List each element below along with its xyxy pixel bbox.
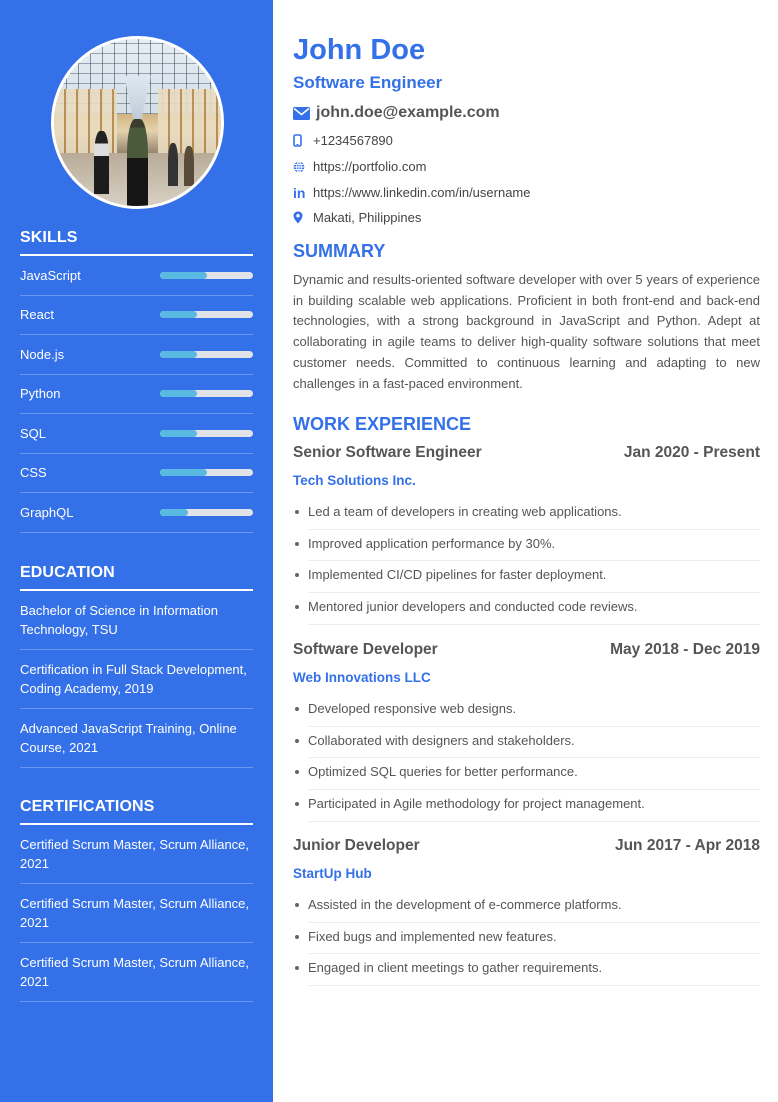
email-value[interactable]: john.doe@example.com [316,104,500,121]
job-bullets [293,498,760,625]
job-dates: May 2018 - Dec 2019 [610,641,760,658]
job-entry [293,641,760,822]
skill-fill [160,430,197,437]
skill-bar [160,509,253,516]
job-bullet: Collaborated with designers and stakeholders. [308,727,760,759]
job-header [293,444,760,462]
skill-name: CSS [20,465,47,481]
job-entry [293,444,760,625]
company-name: Web Innovations LLC [293,670,431,685]
job-title: Software Developer [293,641,438,658]
skill-fill [160,509,188,516]
job-bullet: Implemented CI/CD pipelines for faster deployment. [308,561,760,593]
job-title: Junior Developer [293,837,420,854]
skills-list [20,256,253,533]
avatar [51,36,224,209]
skill-row [20,296,253,336]
photo-bystander [168,143,178,186]
skill-row [20,493,253,533]
contact-location [293,210,421,225]
skill-fill [160,311,197,318]
skill-bar [160,351,253,358]
photo-bystander [184,146,194,186]
job-title: Senior Software Engineer [293,444,482,461]
job-header [293,837,760,855]
job-bullet: Assisted in the development of e-commerce platforms. [308,891,760,923]
sidebar [0,0,273,1102]
linkedin-icon: in [293,184,306,201]
summary-heading: SUMMARY [293,241,386,261]
mobile-phone-icon [293,134,313,147]
job-bullet: Participated in Agile methodology for project management. [308,790,760,822]
certification-item: Certified Scrum Master, Scrum Alliance, 2021 [20,884,253,943]
skill-row [20,414,253,454]
skill-bar [160,430,253,437]
skill-row [20,335,253,375]
job-bullet: Developed responsive web designs. [308,695,760,727]
certifications-heading: CERTIFICATIONS [20,798,253,825]
job-bullet: Engaged in client meetings to gather requirements. [308,954,760,986]
certifications-section [20,798,253,1002]
contact-phone[interactable] [293,133,393,148]
company-name: StartUp Hub [293,866,372,881]
education-section [20,564,253,768]
contact-email[interactable] [293,104,500,122]
skill-fill [160,390,197,397]
job-bullet: Improved application performance by 30%. [308,530,760,562]
skill-name: React [20,307,54,323]
skills-section [20,229,253,533]
job-bullets [293,891,760,986]
work-experience-heading: WORK EXPERIENCE [293,414,472,434]
skill-row [20,454,253,494]
job-bullet: Led a team of developers in creating web applications. [308,498,760,530]
globe-icon [293,161,313,173]
contact-linkedin[interactable] [293,185,530,200]
linkedin-value[interactable]: https://www.linkedin.com/in/username [313,185,531,200]
skill-name: Python [20,386,61,402]
education-heading: EDUCATION [20,564,253,591]
skill-bar [160,390,253,397]
skill-fill [160,272,207,279]
skill-name: Node.js [20,346,65,362]
envelope-icon [293,107,316,120]
certification-item: Certified Scrum Master, Scrum Alliance, 2021 [20,825,253,884]
summary-text: Dynamic and results-oriented software developer with over 5 years of experience in building scalable web applications. Proficient in both front-end and back-end technologies, with a strong background in JavaScript and Python. Adept at collaborating in agile teams to deliver high-quality software solutions that meet customer needs. Committed to continuous learning and adapting to new challenges in a fast-paced environment. [293,272,760,391]
company-name: Tech Solutions Inc. [293,473,416,488]
job-bullet: Mentored junior developers and conducted code reviews. [308,593,760,625]
certification-item: Certified Scrum Master, Scrum Alliance, 2021 [20,943,253,1002]
job-bullet: Fixed bugs and implemented new features. [308,923,760,955]
job-header [293,641,760,659]
job-dates: Jun 2017 - Apr 2018 [614,837,760,854]
job-bullets [293,695,760,822]
website-value[interactable]: https://portfolio.com [313,159,427,174]
education-item: Advanced JavaScript Training, Online Course, 2021 [20,709,253,768]
candidate-name: John Doe [293,34,426,66]
job-bullet: Optimized SQL queries for better performance. [308,758,760,790]
skill-fill [160,351,197,358]
map-pin-icon [293,211,313,224]
location-value: Makati, Philippines [313,210,422,225]
phone-value[interactable]: +1234567890 [313,133,393,148]
skill-bar [160,311,253,318]
education-item: Bachelor of Science in Information Technology, TSU [20,591,253,650]
skill-row [20,375,253,415]
photo-bystander [94,131,109,194]
photo-person [127,119,147,206]
education-item: Certification in Full Stack Development, Coding Academy, 2019 [20,650,253,709]
skill-name: GraphQL [20,504,74,520]
skill-name: SQL [20,425,47,441]
skill-name: JavaScript [20,267,81,283]
skill-row [20,256,253,296]
job-entry [293,837,760,986]
contact-website[interactable] [293,159,426,174]
job-dates: Jan 2020 - Present [623,444,760,461]
skills-heading: SKILLS [20,229,253,256]
skill-bar [160,272,253,279]
skill-fill [160,469,207,476]
skill-bar [160,469,253,476]
candidate-title: Software Engineer [293,73,443,92]
